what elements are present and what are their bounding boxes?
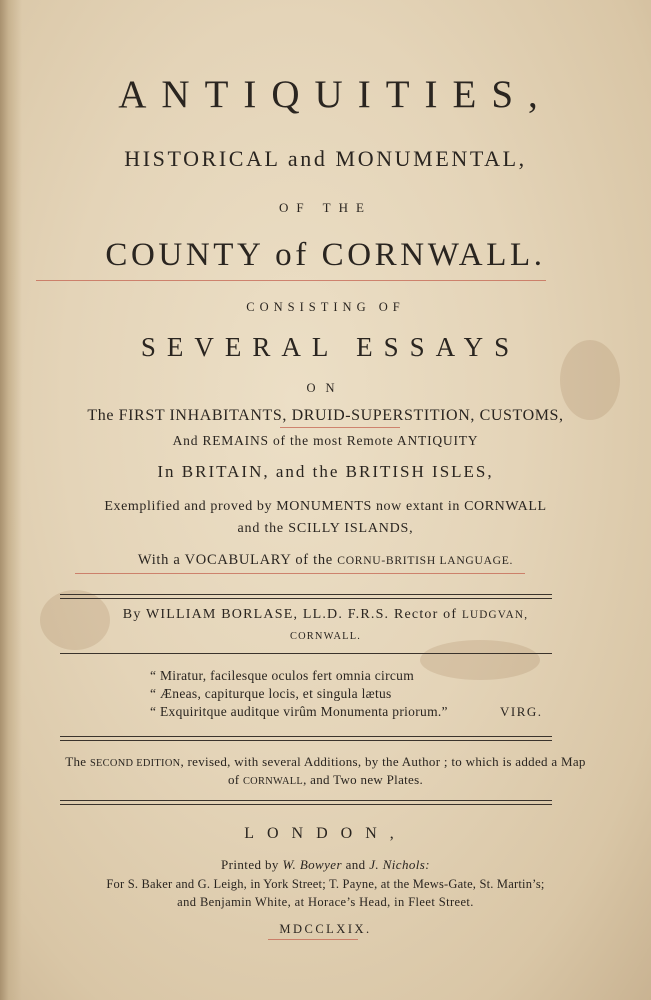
rule-above-epigraph xyxy=(60,653,552,654)
consisting-line: CONSISTING OF xyxy=(246,300,405,314)
scilly-line: and the SCILLY ISLANDS, xyxy=(237,521,414,536)
edition-text: , and Two new Plates. xyxy=(303,772,424,787)
rule-above-edition xyxy=(60,736,552,741)
epigraph-line: “ Æneas, capiturque locis, et singula lætus xyxy=(150,686,392,701)
red-underline xyxy=(75,573,525,574)
edition-line-1 xyxy=(0,754,651,770)
remains-line: And REMAINS of the most Remote ANTIQUITY xyxy=(172,433,479,448)
edition-text: , revised, with several Additions, by the Author ; to which is added a Map xyxy=(180,754,586,769)
on-line: ON xyxy=(306,381,345,395)
exemplified-line: Exemplified and proved by MONUMENTS now extant in CORNWALL xyxy=(104,499,547,514)
epigraph-attribution: VIRG. xyxy=(500,704,543,719)
county-title: COUNTY of CORNWALL. xyxy=(105,237,546,273)
red-underline xyxy=(268,939,358,940)
main-title: ANTIQUITIES, xyxy=(118,73,553,116)
rule-above-imprint xyxy=(60,800,552,805)
vocabulary-line xyxy=(0,552,651,569)
first-inhabitants-line: The FIRST INHABITANTS, DRUID-SUPERSTITION, CUSTOMS, xyxy=(87,407,564,424)
printed-by-line xyxy=(0,857,651,873)
author-county xyxy=(0,627,651,643)
edition-small-caps: CORNWALL xyxy=(242,776,304,787)
foxing-spot xyxy=(420,640,540,680)
imprint-city: LONDON, xyxy=(244,825,407,842)
subtitle: HISTORICAL and MONUMENTAL, xyxy=(124,146,527,171)
edition-small-caps: SECOND EDITION xyxy=(89,758,181,769)
author-parish: LUDGVAN, xyxy=(461,609,529,621)
rule-above-author xyxy=(60,594,552,599)
booksellers-line: For S. Baker and G. Leigh, in York Street; T. Payne, at the Mews-Gate, St. Martin’s; xyxy=(106,877,545,891)
printer-name: J. Nichols: xyxy=(369,857,430,872)
edition-line-2 xyxy=(0,772,651,788)
vocabulary-prefix: With a VOCABULARY of the xyxy=(137,552,338,568)
vocabulary-language: CORNU-BRITISH LANGUAGE. xyxy=(337,554,514,567)
author-prefix: By WILLIAM BORLASE, LL.D. F.R.S. Rector of xyxy=(122,607,462,622)
britain-line: In BRITAIN, and the BRITISH ISLES, xyxy=(157,462,494,481)
author-line xyxy=(0,607,651,623)
printed-prefix: Printed by xyxy=(221,857,283,872)
edition-text: of xyxy=(227,772,243,787)
printed-and: and xyxy=(341,857,370,872)
booksellers-line-2: and Benjamin White, at Horace’s Head, in Fleet Street. xyxy=(177,895,474,909)
of-the-line: OF THE xyxy=(279,200,372,215)
epigraph-line: “ Miratur, facilesque oculos fert omnia circum xyxy=(150,668,415,683)
red-underline xyxy=(36,280,546,281)
author-county-text: CORNWALL. xyxy=(289,631,362,642)
epigraph-line: “ Exquiritque auditque virûm Monumenta priorum.” xyxy=(150,704,448,719)
printer-name: W. Bowyer xyxy=(282,857,342,872)
red-underline xyxy=(280,427,400,428)
several-essays-title: SEVERAL ESSAYS xyxy=(140,332,521,362)
edition-text: The xyxy=(65,754,90,769)
imprint-year: MDCCLXIX. xyxy=(279,922,372,936)
